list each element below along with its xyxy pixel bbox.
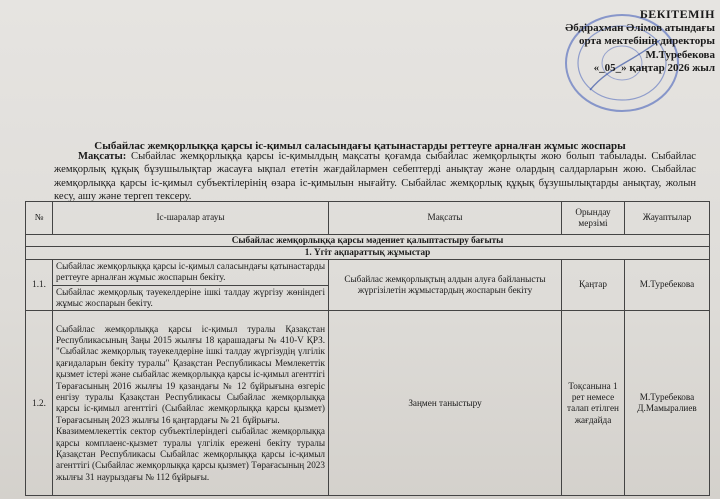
row-number: 1.1.	[26, 259, 53, 311]
goal-paragraph	[54, 150, 696, 204]
table-row	[26, 259, 710, 285]
approval-date: «_05_» қаңтар 2026 жыл	[593, 62, 715, 74]
approval-signatory: М.Туребекова	[645, 48, 715, 61]
header-event: Іс-шаралар атауы	[53, 202, 329, 235]
row-event: Сыбайлас жемқорлыққа қарсы іс-қимыл саласындағы қатынастарды реттеуге арналған жұмыс жоспарын бекіту.	[53, 259, 329, 285]
row-event	[53, 311, 329, 496]
section-row	[26, 235, 710, 247]
row-event-part-2: Квазимемлекеттік сектор субъектілеріндегі сыбайлас жемқорлыққа қарсы комплаенс-қызмет туралы үлгілік ережені бекіту туралы Қазақстан Республикасы Сыбайлас жемқорлыққа қарсы іс-қимыл агенттігі (Сыбайлас жемқорлыққа қарсы қызмет) Төрағасының 2023 жылғы 31 наурыздағы № 112 бұйрығы.	[56, 426, 325, 482]
row-number: 1.2.	[26, 311, 53, 496]
section-title: Сыбайлас жемқорлыққа қарсы мәдениет қалыптастыру бағыты	[26, 235, 710, 247]
table-header-row	[26, 202, 710, 235]
row-event: Сыбайлас жемқорлық тәуекелдеріне ішкі талдау жүргізу жөніндегі жұмыс жоспарын бекіту.	[53, 285, 329, 311]
header-responsible: Жауаптылар	[625, 202, 710, 235]
row-deadline: Қаңтар	[562, 259, 625, 311]
approval-line-2: орта мектебінің директоры	[578, 35, 715, 47]
row-goal: Сыбайлас жемқорлықтың алдын алуға байланысты жүргізілетін жұмыстардың жоспарын бекіту	[329, 259, 562, 311]
row-responsible: М.Туребекова	[625, 259, 710, 311]
table-row	[26, 311, 710, 496]
plan-table	[25, 201, 710, 496]
header-deadline: Орындау мерзімі	[562, 202, 625, 235]
goal-text: Сыбайлас жемқорлыққа қарсы іс-қимылдың мақсаты қоғамда сыбайлас жемқорлықты жою болып табылады. Сыбайлас жемқорлық құқық бұзушылықтар жасауға ықпал ететін жағдайлармен себептерді анықтау және олардың салдарларын жою. Сыбайлас жемқорлыққа қарсы іс-қимыл субъектілерінің өзара іс-қимылын нығайту. Сыбайлас жемқорлық құқық бұзушылықтарды анықтау, жолын кесу, ашу және тергеп тексеру.	[54, 151, 696, 203]
subsection-row	[26, 247, 710, 259]
row-event-part-1: Сыбайлас жемқорлыққа қарсы іс-қимыл туралы Қазақстан Республикасының Заңы 2015 жылғы 18 қарашадағы № 410-V ҚРЗ. "Сыбайлас жемқорлық тәуекелдеріне ішкі талдау жүргізудің үлгілік қағидаларын бекіту туралы" Қазақстан Республикасы Мемлекеттік қызмет істері және сыбайлас жемқорлыққа қарсы іс-қимыл агенттігі Төрағасының 2016 жылғы 19 қазандағы № 12 бұйрығына өзгеріс енгізу туралы Қазақстан Республикасы Сыбайлас жемқорлыққа қарсы іс-қимыл агенттігі (Сыбайлас жемқорлыққа қарсы қызмет) Төрағасының 2023 жылғы 16 қаңтардағы № 21 бұйрығы.	[56, 323, 325, 425]
approval-line-1: Әбдірахман Әлімов атындағы	[565, 21, 715, 34]
row-goal: Заңмен таныстыру	[329, 311, 562, 496]
subsection-title: 1. Үгіт ақпараттық жұмыстар	[26, 247, 710, 259]
goal-label: Мақсаты:	[78, 151, 127, 162]
header-goal: Мақсаты	[329, 202, 562, 235]
document-title: Сыбайлас жемқорлыққа қарсы іс-қимыл саласындағы қатынастарды реттеуге арналған жұмыс жоспары	[94, 140, 626, 152]
header-number: №	[26, 202, 53, 235]
responsible-person-2: Д.Мамыралиев	[637, 403, 697, 414]
approval-block	[525, 8, 715, 76]
responsible-person-1: М.Туребекова	[639, 392, 695, 403]
approval-heading: БЕКІТЕМІН	[639, 7, 715, 21]
row-responsible	[625, 311, 710, 496]
row-deadline: Тоқсанына 1 рет немесе талап етілген жағдайда	[562, 311, 625, 496]
